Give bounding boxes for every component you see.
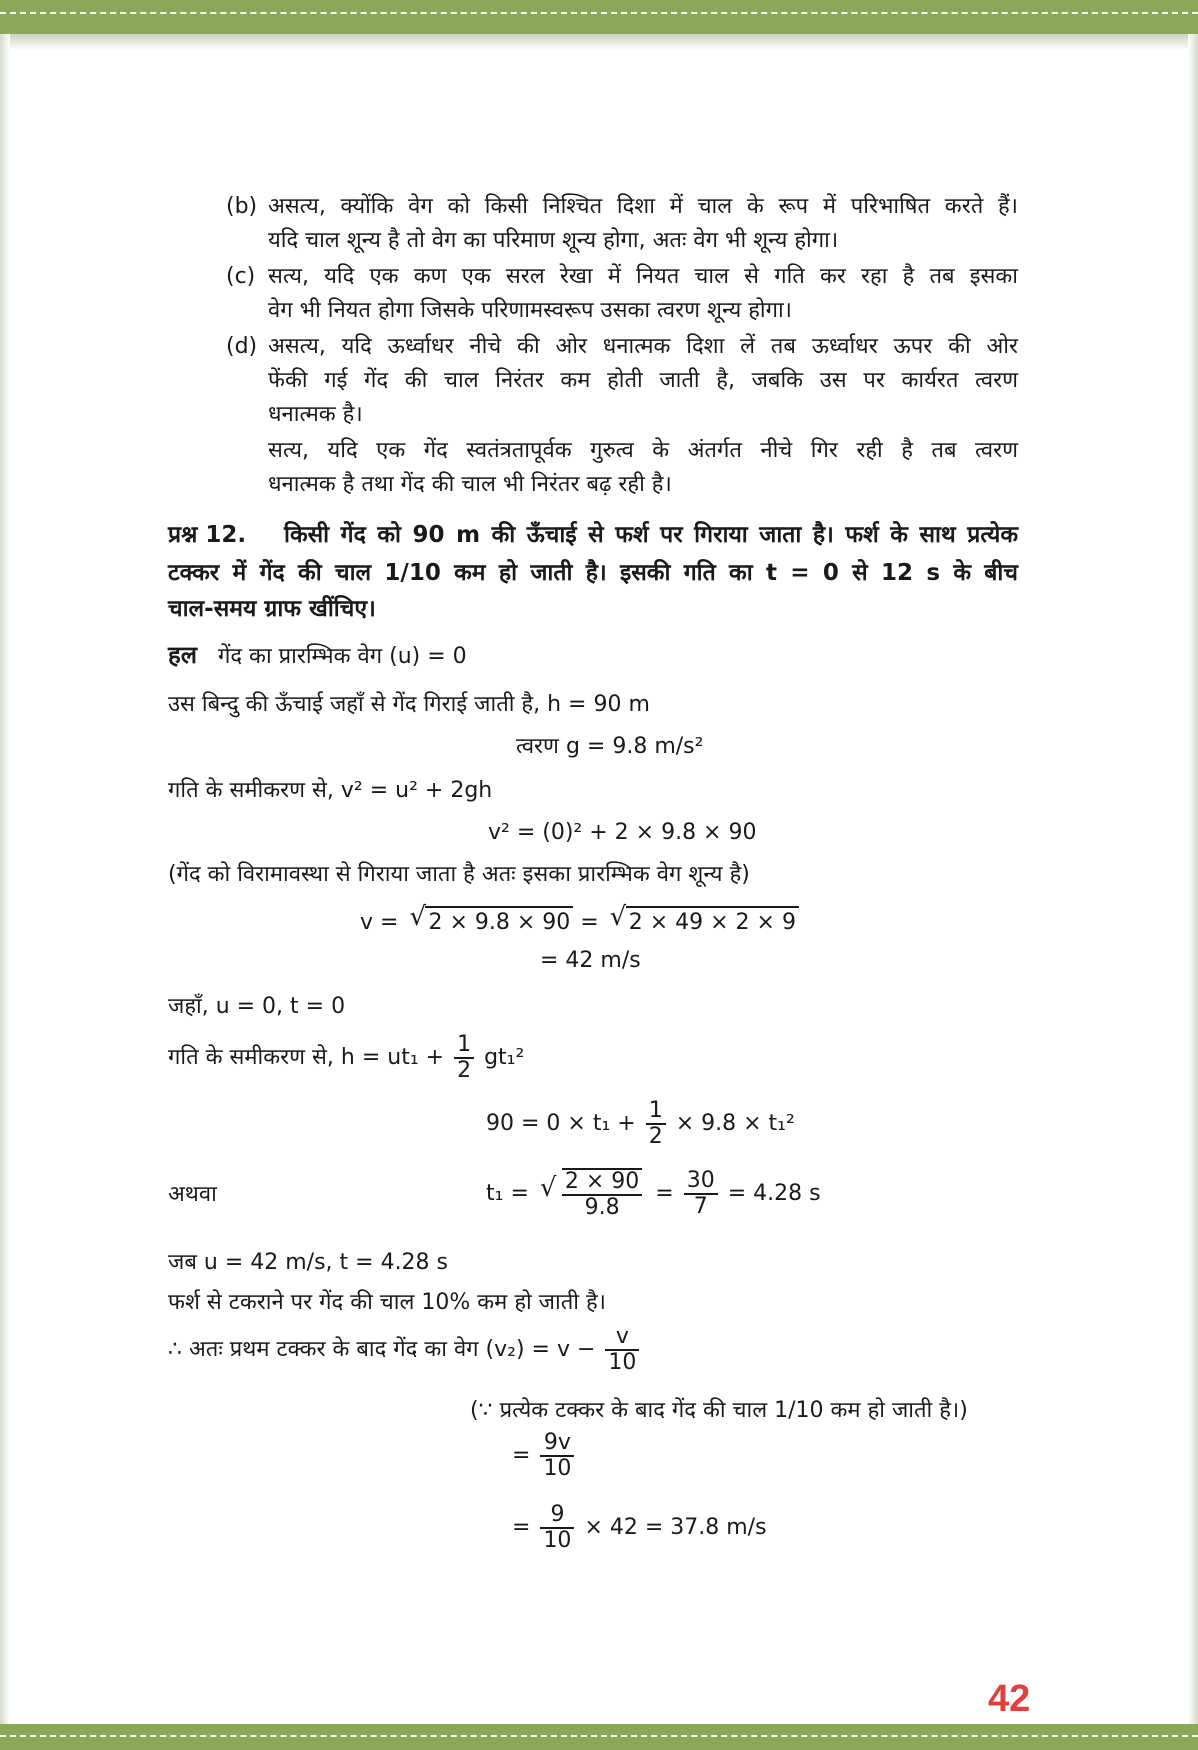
solution-step-12-label: अथवा: [168, 1182, 217, 1207]
step10-fraction: [454, 1033, 474, 1083]
question-line1: किसी गेंद को 90 m की ऊँचाई से फर्श पर गिराया जाता है। फर्श के साथ प्रत्येक: [284, 522, 1018, 548]
step11-lhs: 90 = 0 × t₁ +: [486, 1111, 636, 1136]
solution-step-15: [168, 1322, 642, 1378]
question-line3: चाल-समय ग्राफ खींचिए।: [168, 596, 376, 622]
step12-lhs: t₁ =: [486, 1181, 529, 1206]
step11-fraction: [646, 1099, 666, 1149]
step12-num2: 30: [684, 1169, 718, 1195]
step12-root: [556, 1166, 648, 1222]
step11-rhs: × 9.8 × t₁²: [675, 1111, 795, 1136]
solution-step-9: जहाँ, u = 0, t = 0: [168, 994, 346, 1019]
solution-step-10: [168, 1030, 524, 1086]
solution-step-3: त्वरण g = 9.8 m/s²: [516, 734, 704, 759]
step15-fraction: [605, 1325, 639, 1375]
step18-rhs: × 42 = 37.8 m/s: [584, 1515, 767, 1540]
solution-step-16: (∵ प्रत्येक टक्कर के बाद गेंद की चाल 1/10 कम हो जाती है।): [470, 1398, 968, 1423]
answer-d-marker: (d): [226, 334, 258, 359]
answer-b-line2: यदि चाल शून्य है तो वेग का परिमाण शून्य होगा, अतः वेग भी शून्य होगा।: [268, 228, 839, 253]
step12-num: √ 2 × 90: [562, 1170, 642, 1196]
answer-c-line2: वेग भी नियत होगा जिसके परिणामस्वरूप उसका त्वरण शून्य होगा।: [268, 298, 793, 323]
step7-eq: =: [580, 910, 599, 935]
solution-step-2: उस बिन्दु की ऊँचाई जहाँ से गेंद गिराई जाती है, h = 90 m: [168, 692, 650, 717]
step10-den: 2: [457, 1058, 472, 1083]
step15-lhs: ∴ अतः प्रथम टक्कर के बाद गेंद का वेग (v₂) = v −: [168, 1337, 596, 1362]
step10-num: 1: [454, 1033, 474, 1059]
step12-den2: 7: [693, 1194, 708, 1219]
step17-fraction: [540, 1431, 574, 1481]
step18-fraction: [540, 1503, 574, 1553]
step18-eq: =: [512, 1515, 531, 1540]
solution-step-7: [360, 906, 799, 938]
solution-step-12: [486, 1166, 821, 1222]
answer-d-line4: सत्य, यदि एक गेंद स्वतंत्रतापूर्वक गुरुत्व के अंतर्गत नीचे गिर रही है तब त्वरण: [268, 438, 1018, 463]
solution-step-17: [512, 1428, 577, 1484]
step17-den: 10: [543, 1456, 572, 1481]
answer-b-marker: (b): [226, 194, 258, 219]
answer-c-line1: सत्य, यदि एक कण एक सरल रेखा में नियत चाल से गति कर रहा है तब इसका: [268, 264, 1018, 289]
solution-step-11: [486, 1096, 795, 1152]
bottom-border: [0, 1724, 1198, 1750]
page-number: 42: [988, 1678, 1031, 1720]
solution-step-18: [512, 1500, 767, 1556]
answer-c-marker: (c): [226, 264, 256, 289]
step15-num: v: [605, 1325, 639, 1351]
solution-step-1: गेंद का प्रारम्भिक वेग (u) = 0: [218, 644, 467, 669]
step11-den: 2: [648, 1124, 663, 1149]
step7-root2: √ 2 × 49 × 2 × 9: [626, 906, 799, 938]
question-line2: टक्कर में गेंद की चाल 1/10 कम हो जाती है। इसकी गति का t = 0 से 12 s के बीच: [168, 560, 1018, 586]
step17-eq: =: [512, 1443, 531, 1468]
answer-d-line1: असत्य, यदि ऊर्ध्वाधर नीचे की ओर धनात्मक दिशा लें तब ऊर्ध्वाधर ऊपर की ओर: [268, 334, 1018, 359]
step18-num: 9: [540, 1503, 574, 1529]
solution-step-8: = 42 m/s: [540, 948, 641, 973]
answer-d-line5: धनात्मक है तथा गेंद की चाल भी निरंतर बढ़ रही है।: [268, 472, 672, 497]
step10-rhs: gt₁²: [484, 1045, 525, 1070]
step15-den: 10: [608, 1350, 637, 1375]
solution-step-13: जब u = 42 m/s, t = 4.28 s: [168, 1250, 449, 1275]
step12-result: = 4.28 s: [727, 1181, 821, 1206]
step12-fraction2: [684, 1169, 718, 1219]
step12-eq: =: [655, 1181, 674, 1206]
step12-den: 9.8: [584, 1195, 620, 1220]
step10-lhs: गति के समीकरण से, h = ut₁ +: [168, 1045, 445, 1070]
step7-lhs: v =: [360, 910, 399, 935]
solution-label: हल: [168, 641, 198, 669]
step18-den: 10: [543, 1528, 572, 1553]
step7-root1: √ 2 × 9.8 × 90: [425, 906, 573, 938]
solution-step-5: v² = (0)² + 2 × 9.8 × 90: [488, 820, 757, 845]
step11-num: 1: [646, 1099, 666, 1125]
solution-step-6: (गेंद को विरामावस्था से गिराया जाता है अतः इसका प्रारम्भिक वेग शून्य है): [168, 862, 750, 887]
step12-fraction: [562, 1168, 642, 1220]
answer-d-line2: फेंकी गई गेंद की चाल निरंतर कम होती जाती है, जबकि उस पर कार्यरत त्वरण: [268, 368, 1018, 393]
solution-step-14: फर्श से टकराने पर गेंद की चाल 10% कम हो जाती है।: [168, 1290, 606, 1315]
answer-b-line1: असत्य, क्योंकि वेग को किसी निश्चित दिशा में चाल के रूप में परिभाषित करते हैं।: [268, 194, 1018, 219]
step17-num: 9v: [540, 1431, 574, 1457]
answer-d-line3: धनात्मक है।: [268, 402, 363, 427]
question-label: प्रश्न 12.: [168, 522, 247, 548]
solution-step-4: गति के समीकरण से, v² = u² + 2gh: [168, 778, 493, 803]
